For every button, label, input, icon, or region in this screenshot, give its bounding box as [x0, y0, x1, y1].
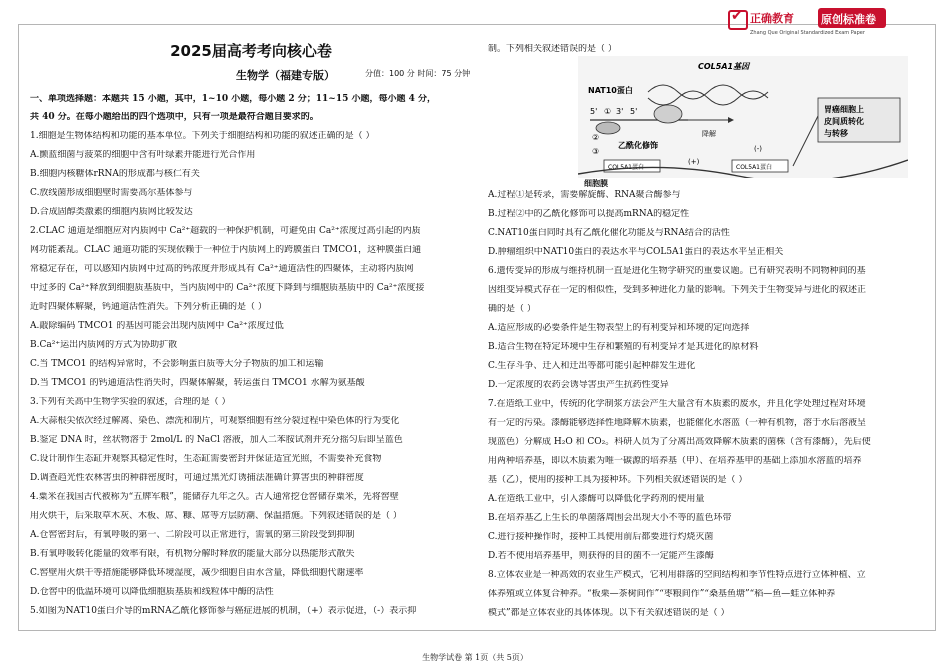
- check-badge-icon: [728, 10, 748, 30]
- page-footer: 生物学试卷 第 1页（共 5页）: [422, 653, 528, 662]
- section-heading-line2: 共 40 分。在每小题给出的四个选项中，只有一项是最符合题目要求的。: [30, 112, 319, 122]
- acetylation-label: 乙酰化修饰: [618, 141, 658, 150]
- question-line: 确的是（ ）: [488, 304, 536, 314]
- question-line: 2.CLAC 通道是细胞应对内质网中 Ca²⁺超载的一种保护机制，可避免由 Ca²⁺浓度过高引起的内质: [30, 226, 421, 236]
- question-line: D.合成固醇类激素的细胞内质网比较发达: [30, 207, 193, 217]
- nat10-label: NAT10蛋白: [588, 86, 633, 95]
- question-line: 现蓝色）分解成 H₂O 和 CO₂。科研人员为了分离出高效降解木质素的菌株（含有漆酶），先后使: [488, 437, 871, 447]
- question-line: B.鉴定 DNA 时，丝状物溶于 2mol/L 的 NaCl 溶液，加入二苯胺试剂并充分摇匀后即呈蓝色: [30, 435, 403, 445]
- question-line: D.当 TMCO1 的钙通道活性消失时，四聚体解聚，转运蛋白 TMCO1 水解为氨基酸: [30, 378, 365, 388]
- question-line: A.敲除编码 TMCO1 的基因可能会出现内质网中 Ca²⁺浓度过低: [30, 321, 284, 331]
- side-note-line: 皮间质转化: [824, 117, 864, 126]
- question-line: 近时四聚体解聚，钙通道活性消失。下列分析正确的是（ ）: [30, 302, 267, 312]
- publisher-logo: [690, 2, 894, 42]
- question-line: C.生存斗争、迁入和迁出等都可能引起种群发生进化: [488, 361, 696, 371]
- question-line: A.过程①是转录，需要解旋酶、RNA聚合酶参与: [488, 190, 681, 200]
- question-line: B.Ca²⁺运出内质网的方式为协助扩散: [30, 340, 178, 350]
- exam-subtitle: 生物学（福建专版）: [236, 69, 335, 82]
- question-line: D.仓窖中的低温环境可以降低细胞质基质和线粒体中酶的活性: [30, 587, 274, 597]
- question-line: C.窖壁用火烘干等措施能够降低环境湿度，减少细胞自由水含量，降低细胞代谢速率: [30, 568, 364, 578]
- question-line: 因组变异模式存在一定的相似性，受到多种进化力量的影响。下列关于生物变异与进化的叙述正: [488, 285, 867, 295]
- ribosome-icon: [654, 105, 682, 123]
- question-line: 用火烘干，后采取草木灰、木板、席、糠、席等方层防潮、保温措施。下列叙述错误的是（ ）: [30, 511, 402, 521]
- five-prime-label: 5': [590, 107, 598, 116]
- degrade-label: 降解: [702, 130, 716, 138]
- question-line: 基（乙），使用的接种工具为接种环。下列相关叙述错误的是（ ）: [488, 475, 748, 485]
- question-line: 模式”都是立体农业的具体体现。以下有关叙述错误的是（ ）: [488, 608, 730, 618]
- question-line: 中过多的 Ca²⁺释放到细胞质基质中，当内质网中的 Ca²⁺浓度下降到与细胞质基质中的 Ca²⁺浓度接: [30, 283, 425, 293]
- three-prime-label: 3': [616, 107, 624, 116]
- question-line: 4.粟米在我国古代被称为“五牌军粮”，能储存九年之久。古人通常挖仓窖储存粟米，先将窖壁: [30, 492, 399, 502]
- step-2-label: ②: [592, 133, 600, 142]
- question-line: D.若不使用培养基甲，则获得的目的菌不一定能产生漆酶: [488, 551, 714, 561]
- logo-chip-text: 原创标准卷: [821, 13, 876, 26]
- logo-slogan: Zhang Que Original Standardized Exam Paper: [750, 30, 865, 36]
- question-line: D.肿瘤组织中NAT10蛋白的表达水平与COL5A1蛋白的表达水平呈正相关: [488, 247, 784, 257]
- step-1-label: ①: [604, 107, 612, 116]
- question-line: 用两种培养基，即以木质素为唯一碳源的培养基（甲）、在培养基甲的基础上添加水溶蓝的培养: [488, 456, 862, 466]
- question-line: 7.在造纸工业中，传统的化学制浆方法会产生大量含有木质素的废水，并且化学处理过程对环境: [488, 399, 866, 409]
- question-line: 制。下列相关叙述错误的是（ ）: [488, 44, 617, 54]
- question-line: C.当 TMCO1 的结构异常时，不会影响蛋白质等大分子物质的加工和运输: [30, 359, 324, 369]
- question-line: B.过程②中的乙酰化修饰可以提高mRNA的稳定性: [488, 209, 690, 219]
- question-line: A.适应形成的必要条件是生物表型上的有利变异和环境的定向选择: [488, 323, 750, 333]
- plus-sign-label: (+): [688, 158, 700, 166]
- section-heading-line1: 一、单项选择题：本题共 15 小题，其中，1~10 小题，每小题 2 分；11~15 小题，每小题 4 分，: [30, 94, 437, 104]
- question-line: 网功能紊乱。CLAC 通道功能的实现依赖于一种位于内质网上的跨膜蛋白 TMCO1，这种膜蛋白通: [30, 245, 422, 255]
- question-line: C.进行接种操作时，接种工具使用前后都要进行灼烧灭菌: [488, 532, 714, 542]
- question-line: A.仓窖密封后，有氧呼吸的第一、二阶段可以正常进行，需氧的第三阶段受到抑制: [30, 530, 355, 540]
- question-line: 1.细胞是生物体结构和功能的基本单位。下列关于细胞结构和功能的叙述正确的是（ ）: [30, 131, 375, 141]
- question-line: A.大蒜根尖依次经过解离、染色、漂洗和制片，可观察细胞有丝分裂过程中染色体的行为变化: [30, 416, 400, 426]
- exam-title: 2025届高考考向核心卷: [170, 42, 332, 60]
- side-note-line: 胃癌细胞上: [824, 105, 864, 114]
- question-line: 体养殖或立体复合种养。“板栗—茶树间作”“枣粮间作”“桑基鱼塘”“稻—鱼—蛙立体种养: [488, 589, 836, 599]
- question-line: D.一定浓度的农药会诱导害虫产生抗药性变异: [488, 380, 669, 390]
- question-line: C.NAT10蛋白同时具有乙酰化催化功能及与RNA结合的活性: [488, 228, 730, 238]
- protein-box-label: COL5A1蛋白: [608, 164, 644, 171]
- question-line: B.细胞内核糖体rRNA的形成都与核仁有关: [30, 169, 200, 179]
- question-line: C.设计制作生态缸并观察其稳定性时，生态缸需要密封并保证适宜光照，不需要补充食物: [30, 454, 382, 464]
- question-line: 6.遗传变异的形成与维持机制一直是进化生物学研究的重要议题。已有研究表明不同物种间的基: [488, 266, 866, 276]
- question-line: 3.下列有关高中生物学实验的叙述，合理的是（ ）: [30, 397, 231, 407]
- logo-brand: 正确教育: [750, 12, 794, 25]
- nat10-mechanism-diagram: [578, 56, 908, 178]
- question-line: C.放线菌形成细胞壁时需要高尔基体参与: [30, 188, 193, 198]
- question-line: B.有氧呼吸转化能量的效率有限，有机物分解时释放的能量大部分以热能形式散失: [30, 549, 355, 559]
- step-3-label: ③: [592, 147, 600, 156]
- gene-label: COL5A1基因: [698, 62, 750, 71]
- side-note-line: 与转移: [824, 129, 848, 138]
- question-line: D.调查趋光性农林害虫的种群密度时，可通过黑光灯诱捕法准确计算害虫的种群密度: [30, 473, 364, 483]
- question-line: B.在培养基乙上生长的单菌落周围会出现大小不等的蓝色环带: [488, 513, 732, 523]
- score-info: 分值：100 分 时间：75 分钟: [365, 69, 471, 78]
- five-prime-label: 5': [630, 107, 638, 116]
- question-line: A.颤蓝细菌与菠菜的细胞中含有叶绿素并能进行光合作用: [30, 150, 256, 160]
- question-line: 有一定的污染。漆酶能够选择性地降解木质素，也能催化水溶蓝（一种有机物，溶于水后溶液呈: [488, 418, 867, 428]
- question-line: 5.如图为NAT10蛋白介导的mRNA乙酰化修饰参与癌症进展的机制，（+）表示促进，（-）表示抑: [30, 606, 417, 616]
- nat10-protein-blob: [596, 122, 620, 134]
- question-line: B.适合生物在特定环境中生存和繁殖的有利变异才是其进化的原材料: [488, 342, 759, 352]
- question-line: 常稳定存在，可以感知内质网中过高的钙浓度并形成具有 Ca²⁺通道活性的四聚体，主动将内质网: [30, 264, 414, 274]
- minus-sign-label: (-): [754, 145, 762, 153]
- question-line: A.在造纸工业中，引入漆酶可以降低化学药剂的使用量: [488, 494, 705, 504]
- protein-box-label: COL5A1蛋白: [736, 164, 772, 171]
- membrane-label: 细胞膜: [584, 179, 608, 188]
- question-line: 8.立体农业是一种高效的农业生产模式，它利用群落的空间结构和季节性特点进行立体种植、立: [488, 570, 866, 580]
